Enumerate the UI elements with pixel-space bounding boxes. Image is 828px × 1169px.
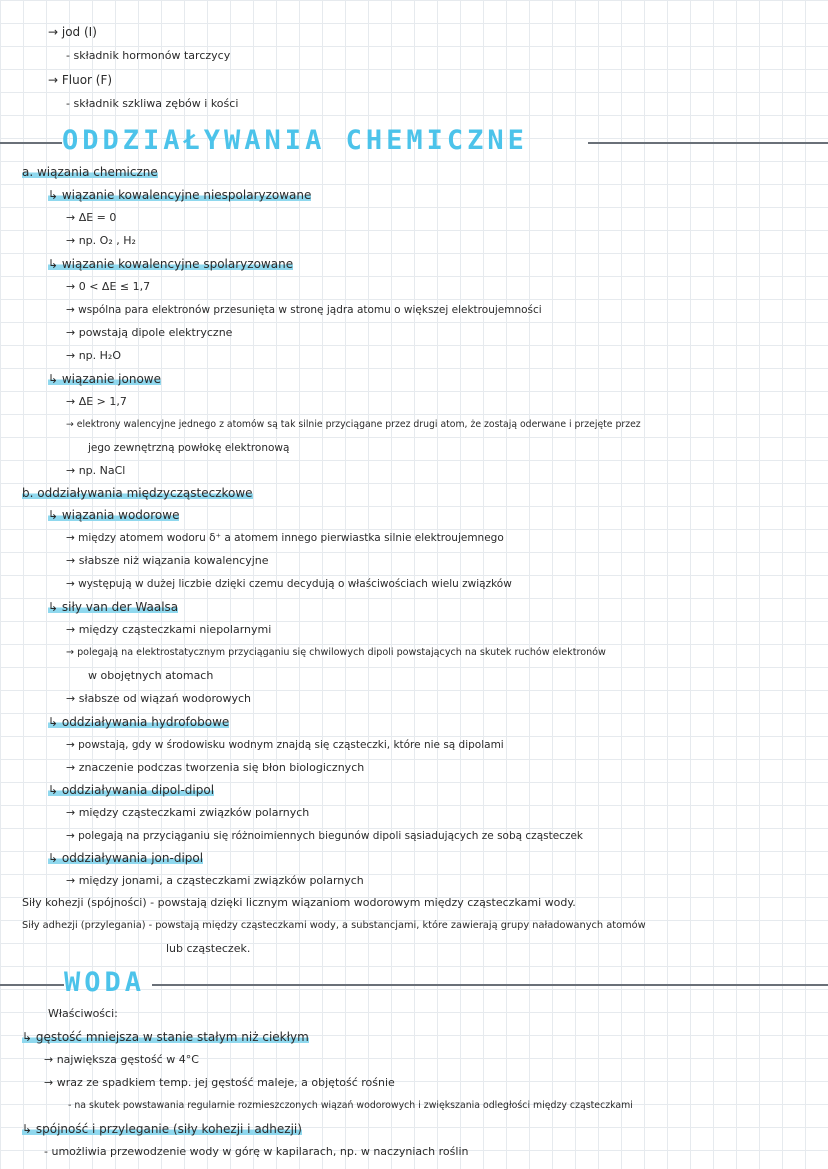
- dipole-dipole: [48, 782, 214, 798]
- bond-ionic-description-cont: jego zewnętrzną powłokę elektronową: [88, 442, 290, 454]
- water-rule-left: [0, 984, 64, 986]
- water-density: [22, 1029, 309, 1045]
- ion-dipole-text: ↳ oddziaływania jon-dipol: [48, 851, 204, 865]
- section-title-water: WODA: [64, 967, 146, 998]
- dipole-dipole-attraction: → polegają na przyciąganiu się różnoimiennych biegunów dipoli sąsiadujących ze sobą cząsteczek: [66, 830, 584, 842]
- water-rule-right: [152, 984, 828, 986]
- iodine-note: - składnik hormonów tarczycy: [66, 49, 231, 62]
- bond-polar: [48, 256, 293, 272]
- bond-polar-example: → np. H₂O: [66, 349, 121, 362]
- bond-ionic-text: ↳ wiązanie jonowe: [48, 372, 161, 386]
- bond-nonpolar-text: ↳ wiązanie kowalencyjne niespolaryzowane: [48, 188, 312, 202]
- bond-ionic: [48, 371, 161, 387]
- water-properties-label: Właściwości:: [48, 1007, 118, 1020]
- section-title-interactions: ODDZIAŁYWANIA CHEMICZNE: [62, 125, 528, 156]
- heading-rule-right: [588, 142, 828, 144]
- subheading-a: [22, 164, 158, 180]
- ion-dipole: [48, 850, 203, 866]
- hydrogen-bonds-properties: → występują w dużej liczbie dzięki czemu decydują o właściwościach wielu związków: [66, 578, 512, 590]
- hydrogen-bonds-text: ↳ wiązania wodorowe: [48, 508, 180, 522]
- bond-nonpolar-delta: → ΔE = 0: [66, 211, 117, 224]
- vdw-weaker: → słabsze od wiązań wodorowych: [66, 692, 252, 705]
- subheading-b-text: b. oddziaływania międzycząsteczkowe: [22, 486, 253, 500]
- bond-ionic-delta: → ΔE > 1,7: [66, 395, 127, 408]
- fluorine-note: - składnik szkliwa zębów i kości: [66, 97, 239, 110]
- bond-ionic-example: → np. NaCl: [66, 464, 126, 477]
- water-capillary: - umożliwia przewodzenie wody w górę w kapilarach, np. w naczyniach roślin: [44, 1145, 469, 1158]
- vdw-nonpolar: → między cząsteczkami niepolarnymi: [66, 623, 272, 636]
- bond-polar-shift: → wspólna para elektronów przesunięta w stronę jądra atomu o większej elektroujemności: [66, 304, 542, 316]
- subheading-a-text: a. wiązania chemiczne: [22, 165, 158, 179]
- bond-polar-dipoles: → powstają dipole elektryczne: [66, 326, 233, 339]
- bond-nonpolar: [48, 187, 311, 203]
- adhesion-definition: Siły adhezji (przylegania) - powstają między cząsteczkami wody, a substancjami, które zawierają grupy naładowanych atomów: [22, 920, 646, 931]
- bond-polar-text: ↳ wiązanie kowalencyjne spolaryzowane: [48, 257, 294, 271]
- water-cohesion: [22, 1121, 302, 1137]
- hydrophobic-membranes: → znaczenie podczas tworzenia się błon biologicznych: [66, 761, 365, 774]
- water-max-density: → największa gęstość w 4°C: [44, 1053, 199, 1066]
- water-cohesion-text: ↳ spójność i przyleganie (siły kohezji i adhezji): [22, 1122, 302, 1136]
- hydrogen-bonds-weaker: → słabsze niż wiązania kowalencyjne: [66, 554, 269, 567]
- bond-ionic-description: → elektrony walencyjne jednego z atomów są tak silnie przyciągane przez drugi atom, że zostają oderwane i przejęte przez: [66, 419, 641, 430]
- cohesion-definition: Siły kohezji (spójności) - powstają dzięki licznym wiązaniom wodorowym między cząsteczkami wody.: [22, 896, 576, 909]
- bond-polar-delta: → 0 < ΔE ≤ 1,7: [66, 280, 151, 293]
- van-der-waals-text: ↳ siły van der Waalsa: [48, 600, 179, 614]
- hydrogen-bonds-desc: → między atomem wodoru δ⁺ a atomem innego pierwiastka silnie elektroujemnego: [66, 532, 504, 544]
- water-density-text: ↳ gęstość mniejsza w stanie stałym niż ciekłym: [22, 1030, 309, 1044]
- fluorine-item: → Fluor (F): [48, 73, 113, 87]
- hydrophobic-formed: → powstają, gdy w środowisku wodnym znajdą się cząsteczki, które nie są dipolami: [66, 739, 504, 751]
- water-density-temp: → wraz ze spadkiem temp. jej gęstość maleje, a objętość rośnie: [44, 1076, 395, 1089]
- vdw-attraction-cont: w obojętnych atomach: [88, 669, 214, 682]
- heading-rule-left: [0, 142, 62, 144]
- water-density-reason: - na skutek powstawania regularnie rozmieszczonych wiązań wodorowych i zwiększania odległości między cząsteczkami: [68, 1100, 633, 1111]
- hydrophobic: [48, 714, 229, 730]
- vdw-attraction: → polegają na elektrostatycznym przyciąganiu się chwilowych dipoli powstających na skutek ruchów elektronów: [66, 647, 606, 658]
- bond-nonpolar-example: → np. O₂ , H₂: [66, 234, 136, 247]
- dipole-dipole-between: → między cząsteczkami związków polarnych: [66, 806, 310, 819]
- iodine-item: → jod (I): [48, 25, 97, 39]
- hydrophobic-text: ↳ oddziaływania hydrofobowe: [48, 715, 230, 729]
- hydrogen-bonds: [48, 507, 179, 523]
- ion-dipole-between: → między jonami, a cząsteczkami związków polarnych: [66, 874, 364, 887]
- adhesion-definition-cont: lub cząsteczek.: [166, 942, 251, 955]
- dipole-dipole-text: ↳ oddziaływania dipol-dipol: [48, 783, 215, 797]
- subheading-b: [22, 485, 253, 501]
- van-der-waals: [48, 599, 178, 615]
